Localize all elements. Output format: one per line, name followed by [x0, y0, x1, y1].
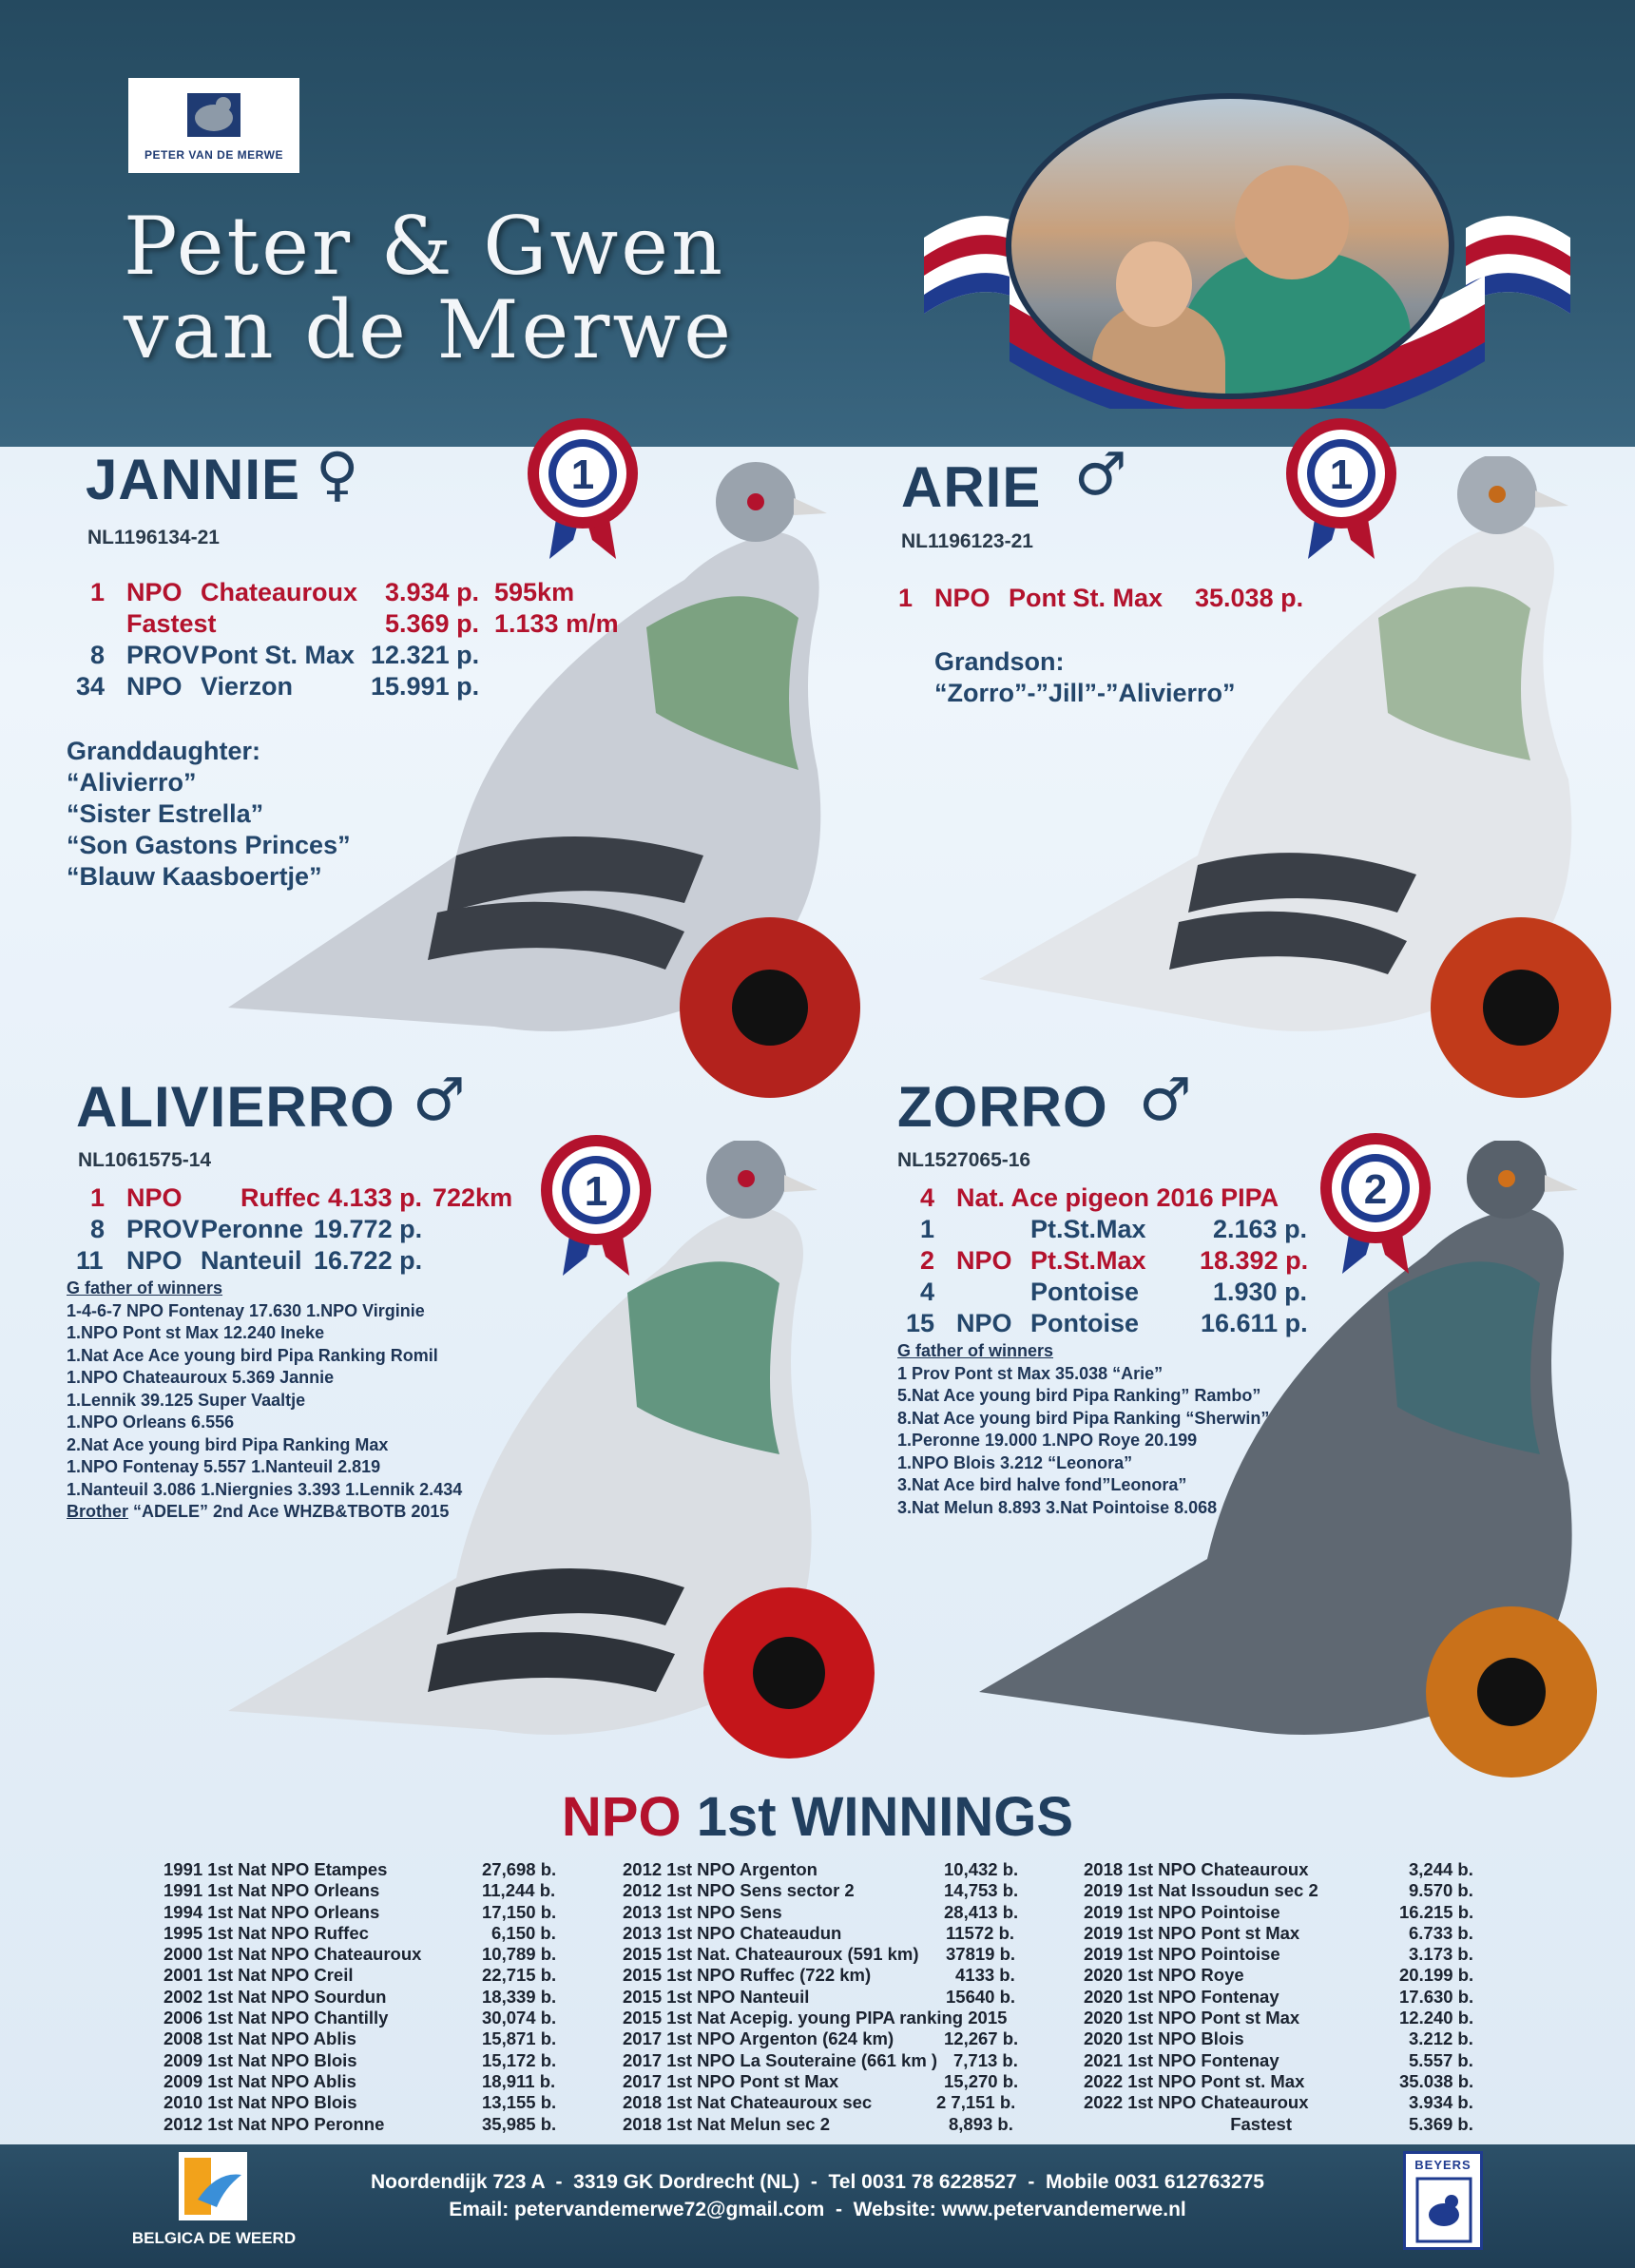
winning-row: 2020 1st NPO Blois 3.212 b. — [1084, 2028, 1473, 2049]
rosette-1-arie-icon — [1279, 416, 1403, 559]
jannie-name: JANNIE — [86, 448, 301, 511]
winnings-column-3 — [1084, 1859, 1483, 2135]
winnings-title: NPO 1st WINNINGS — [561, 1786, 1074, 1848]
winning-row: 2001 1st Nat NPO Creil 22,715 b. — [164, 1965, 557, 1986]
male-symbol-icon: ♂ — [1139, 1065, 1192, 1134]
winning-row: 2009 1st Nat NPO Ablis 18,911 b. — [164, 2070, 556, 2091]
alivierro-result-row: 8 PROV Peronne 19.772 p. — [90, 1215, 423, 1243]
page-title-line1: Peter & Gwen — [124, 200, 726, 293]
rosette-1-alivierro-icon — [534, 1133, 658, 1276]
rosette-number: 2 — [1363, 1166, 1388, 1213]
winning-row: 2017 1st NPO Pont st Max 15,270 b. — [623, 2070, 1019, 2091]
winnings-column-1 — [164, 1859, 558, 2135]
zorro-result-row: 4 Nat. Ace pigeon 2016 PIPA — [920, 1183, 1279, 1212]
owners-photo — [1006, 93, 1454, 399]
winning-row: 2018 1st Nat Chateauroux sec 2 7,151 b. — [623, 2092, 1016, 2113]
winning-row: Fastest 5.369 b. — [1084, 2113, 1473, 2134]
arie-name: ARIE — [901, 455, 1042, 519]
alivierro-result-row: 1 NPO Ruffec 4.133 p. 722km — [90, 1183, 513, 1212]
winning-row: 2012 1st NPO Sens sector 2 14,753 b. — [623, 1880, 1019, 1901]
winning-row: 2019 1st NPO Pointoise 16.215 b. — [1084, 1901, 1474, 1922]
female-symbol-icon: ♀ — [316, 439, 359, 509]
winning-row: 2013 1st NPO Chateaudun 11572 b. — [623, 1922, 1015, 1943]
jannie-result-row: 8 PROV Pont St. Max 12.321 p. — [90, 641, 480, 669]
winning-row: 2021 1st NPO Fontenay 5.557 b. — [1084, 2049, 1473, 2070]
rosette-2-zorro-icon — [1314, 1131, 1437, 1274]
rosette-number: 1 — [584, 1168, 608, 1215]
zorro-offspring-notes: G father of winners 1 Prov Pont st Max 35.038 “Arie” 5.Nat Ace young bird Pipa Ranking” Rambo” 8.Nat Ace young bird Pipa Ranking “Sherwin” 1.Peronne 19.000 1.NPO Roye 20.199 1.NPO Blois 3.212 “Leonora” 3.Nat Ace bird halve fond”Leonora” 3.Nat Melun 8.893 3.Nat Pointoise 8.068 — [897, 1341, 1270, 1517]
winning-row: 2018 1st NPO Chateauroux 3,244 b. — [1084, 1859, 1473, 1879]
winning-row: 1991 1st Nat NPO Etampes 27,698 b. — [164, 1859, 557, 1879]
rosette-number: 1 — [1329, 452, 1354, 498]
arie-relations: Grandson: “Zorro”-”Jill”-”Alivierro” — [934, 647, 1236, 707]
belgica-logo-text: BELGICA DE WEERD — [131, 2229, 297, 2247]
winning-row: 1994 1st Nat NPO Orleans 17,150 b. — [164, 1901, 557, 1922]
winning-row: 2010 1st Nat NPO Blois 13,155 b. — [164, 2092, 557, 2113]
jannie-result-row: 1 NPO Chateauroux 3.934 p. 595km — [90, 578, 575, 606]
zorro-result-row: 4 Pontoise 1.930 p. — [920, 1278, 1308, 1306]
rosette-1-jannie-icon — [521, 416, 644, 559]
winning-row: 2009 1st Nat NPO Blois 15,172 b. — [164, 2049, 557, 2070]
winning-row: 2022 1st NPO Chateauroux 3.934 b. — [1084, 2092, 1473, 2113]
male-symbol-icon: ♂ — [413, 1065, 466, 1134]
zorro-ring-number: NL1527065-16 — [897, 1149, 1031, 1171]
winning-row: 2019 1st NPO Pont st Max 6.733 b. — [1084, 1922, 1473, 1943]
winning-row: 2020 1st NPO Pont st Max 12.240 b. — [1084, 2008, 1474, 2028]
winning-row: 1991 1st Nat NPO Orleans 11,244 b. — [164, 1880, 556, 1901]
pigeon-badge-icon — [1415, 2177, 1472, 2243]
winning-row: 2022 1st NPO Pont st. Max 35.038 b. — [1084, 2070, 1474, 2091]
jannie-relations: Granddaughter: “Alivierro” “Sister Estrella” “Son Gastons Princes” “Blauw Kaasboertje” — [67, 737, 351, 891]
zorro-result-row: 1 Pt.St.Max 2.163 p. — [920, 1215, 1308, 1243]
pigeon-logo-icon — [183, 84, 244, 141]
zorro-result-row: 2 NPO Pt.St.Max 18.392 p. — [920, 1246, 1309, 1275]
arie-result-row: 1 NPO Pont St. Max 35.038 p. — [898, 584, 1304, 612]
winning-row: 2020 1st NPO Fontenay 17.630 b. — [1084, 1986, 1474, 2007]
winning-row: 2008 1st Nat NPO Ablis 15,871 b. — [164, 2028, 557, 2049]
footer-contact[interactable]: Email: petervandemerwe72@gmail.com - Website: www.petervandemerwe.nl — [449, 2199, 1186, 2220]
rosette-number: 1 — [570, 452, 595, 498]
winning-row: 2013 1st NPO Sens 28,413 b. — [623, 1901, 1019, 1922]
winning-row: 2015 1st Nat Acepig. young PIPA ranking 2015 — [623, 2008, 1008, 2028]
winning-row: 2018 1st Nat Melun sec 2 8,893 b. — [623, 2113, 1013, 2134]
jannie-result-row: 34 NPO Vierzon 15.991 p. — [76, 672, 480, 701]
winnings-column-2 — [623, 1859, 1022, 2135]
alivierro-name: ALIVIERRO — [76, 1075, 395, 1139]
alivierro-result-row: 11 NPO Nanteuil 16.722 p. — [76, 1246, 423, 1275]
zorro-result-row: 15 NPO Pontoise 16.611 p. — [906, 1309, 1308, 1337]
winning-row: 2015 1st NPO Ruffec (722 km) 4133 b. — [623, 1965, 1015, 1986]
winning-row: 2017 1st NPO Argenton (624 km) 12,267 b. — [623, 2028, 1019, 2049]
arie-ring-number: NL1196123-21 — [901, 530, 1033, 552]
brand-logo[interactable] — [128, 78, 299, 173]
zorro-name: ZORRO — [897, 1075, 1108, 1139]
winning-row: 2015 1st NPO Nanteuil 15640 b. — [623, 1986, 1016, 2007]
winning-row: 2020 1st NPO Roye 20.199 b. — [1084, 1965, 1474, 1986]
jannie-ring-number: NL1196134-21 — [87, 527, 220, 548]
winning-row: 2002 1st Nat NPO Sourdun 18,339 b. — [164, 1986, 557, 2007]
bird-logo-icon — [179, 2152, 247, 2220]
winning-row: 2019 1st Nat Issoudun sec 2 9.570 b. — [1084, 1880, 1473, 1901]
alivierro-ring-number: NL1061575-14 — [78, 1149, 212, 1171]
winning-row: 1995 1st Nat NPO Ruffec 6,150 b. — [164, 1922, 556, 1943]
brand-logo-text: PETER VAN DE MERWE — [144, 148, 283, 162]
beyers-logo[interactable] — [1403, 2151, 1483, 2250]
beyers-logo-text: BEYERS — [1414, 2158, 1472, 2172]
winning-row: 2015 1st Nat. Chateauroux (591 km) 37819 b. — [623, 1944, 1016, 1965]
winning-row: 2012 1st Nat NPO Peronne 35,985 b. — [164, 2113, 557, 2134]
footer-address: Noordendijk 723 A - 3319 GK Dordrecht (NL) - Tel 0031 78 6228527 - Mobile 0031 612763275 — [371, 2171, 1264, 2193]
winning-row: 2019 1st NPO Pointoise 3.173 b. — [1084, 1944, 1473, 1965]
page-title-line2: van de Merwe — [124, 283, 735, 376]
winning-row: 2000 1st Nat NPO Chateauroux 10,789 b. — [164, 1944, 557, 1965]
male-symbol-icon: ♂ — [1074, 439, 1127, 509]
belgica-logo[interactable] — [179, 2152, 247, 2220]
winning-row: 2017 1st NPO La Souteraine (661 km ) 7,713 b. — [623, 2049, 1018, 2070]
winning-row: 2012 1st NPO Argenton 10,432 b. — [623, 1859, 1019, 1879]
alivierro-offspring-notes: G father of winners 1-4-6-7 NPO Fontenay 17.630 1.NPO Virginie 1.NPO Pont st Max 12.240 Ineke 1.Nat Ace Ace young bird Pipa Ranking Romil 1.NPO Chateauroux 5.369 Jannie 1.Lennik 39.125 Super Vaaltje 1.NPO Orleans 6.556 2.Nat Ace young bird Pipa Ranking Max 1.NPO Fontenay 5.557 1.Nanteuil 2.819 1.Nanteuil 3.086 1.Niergnies 3.393 1.Lennik 2.434 Brother “ADELE” 2nd Ace WHZB&TBOTB 2015 — [67, 1278, 463, 1521]
winning-row: 2006 1st Nat NPO Chantilly 30,074 b. — [164, 2008, 557, 2028]
